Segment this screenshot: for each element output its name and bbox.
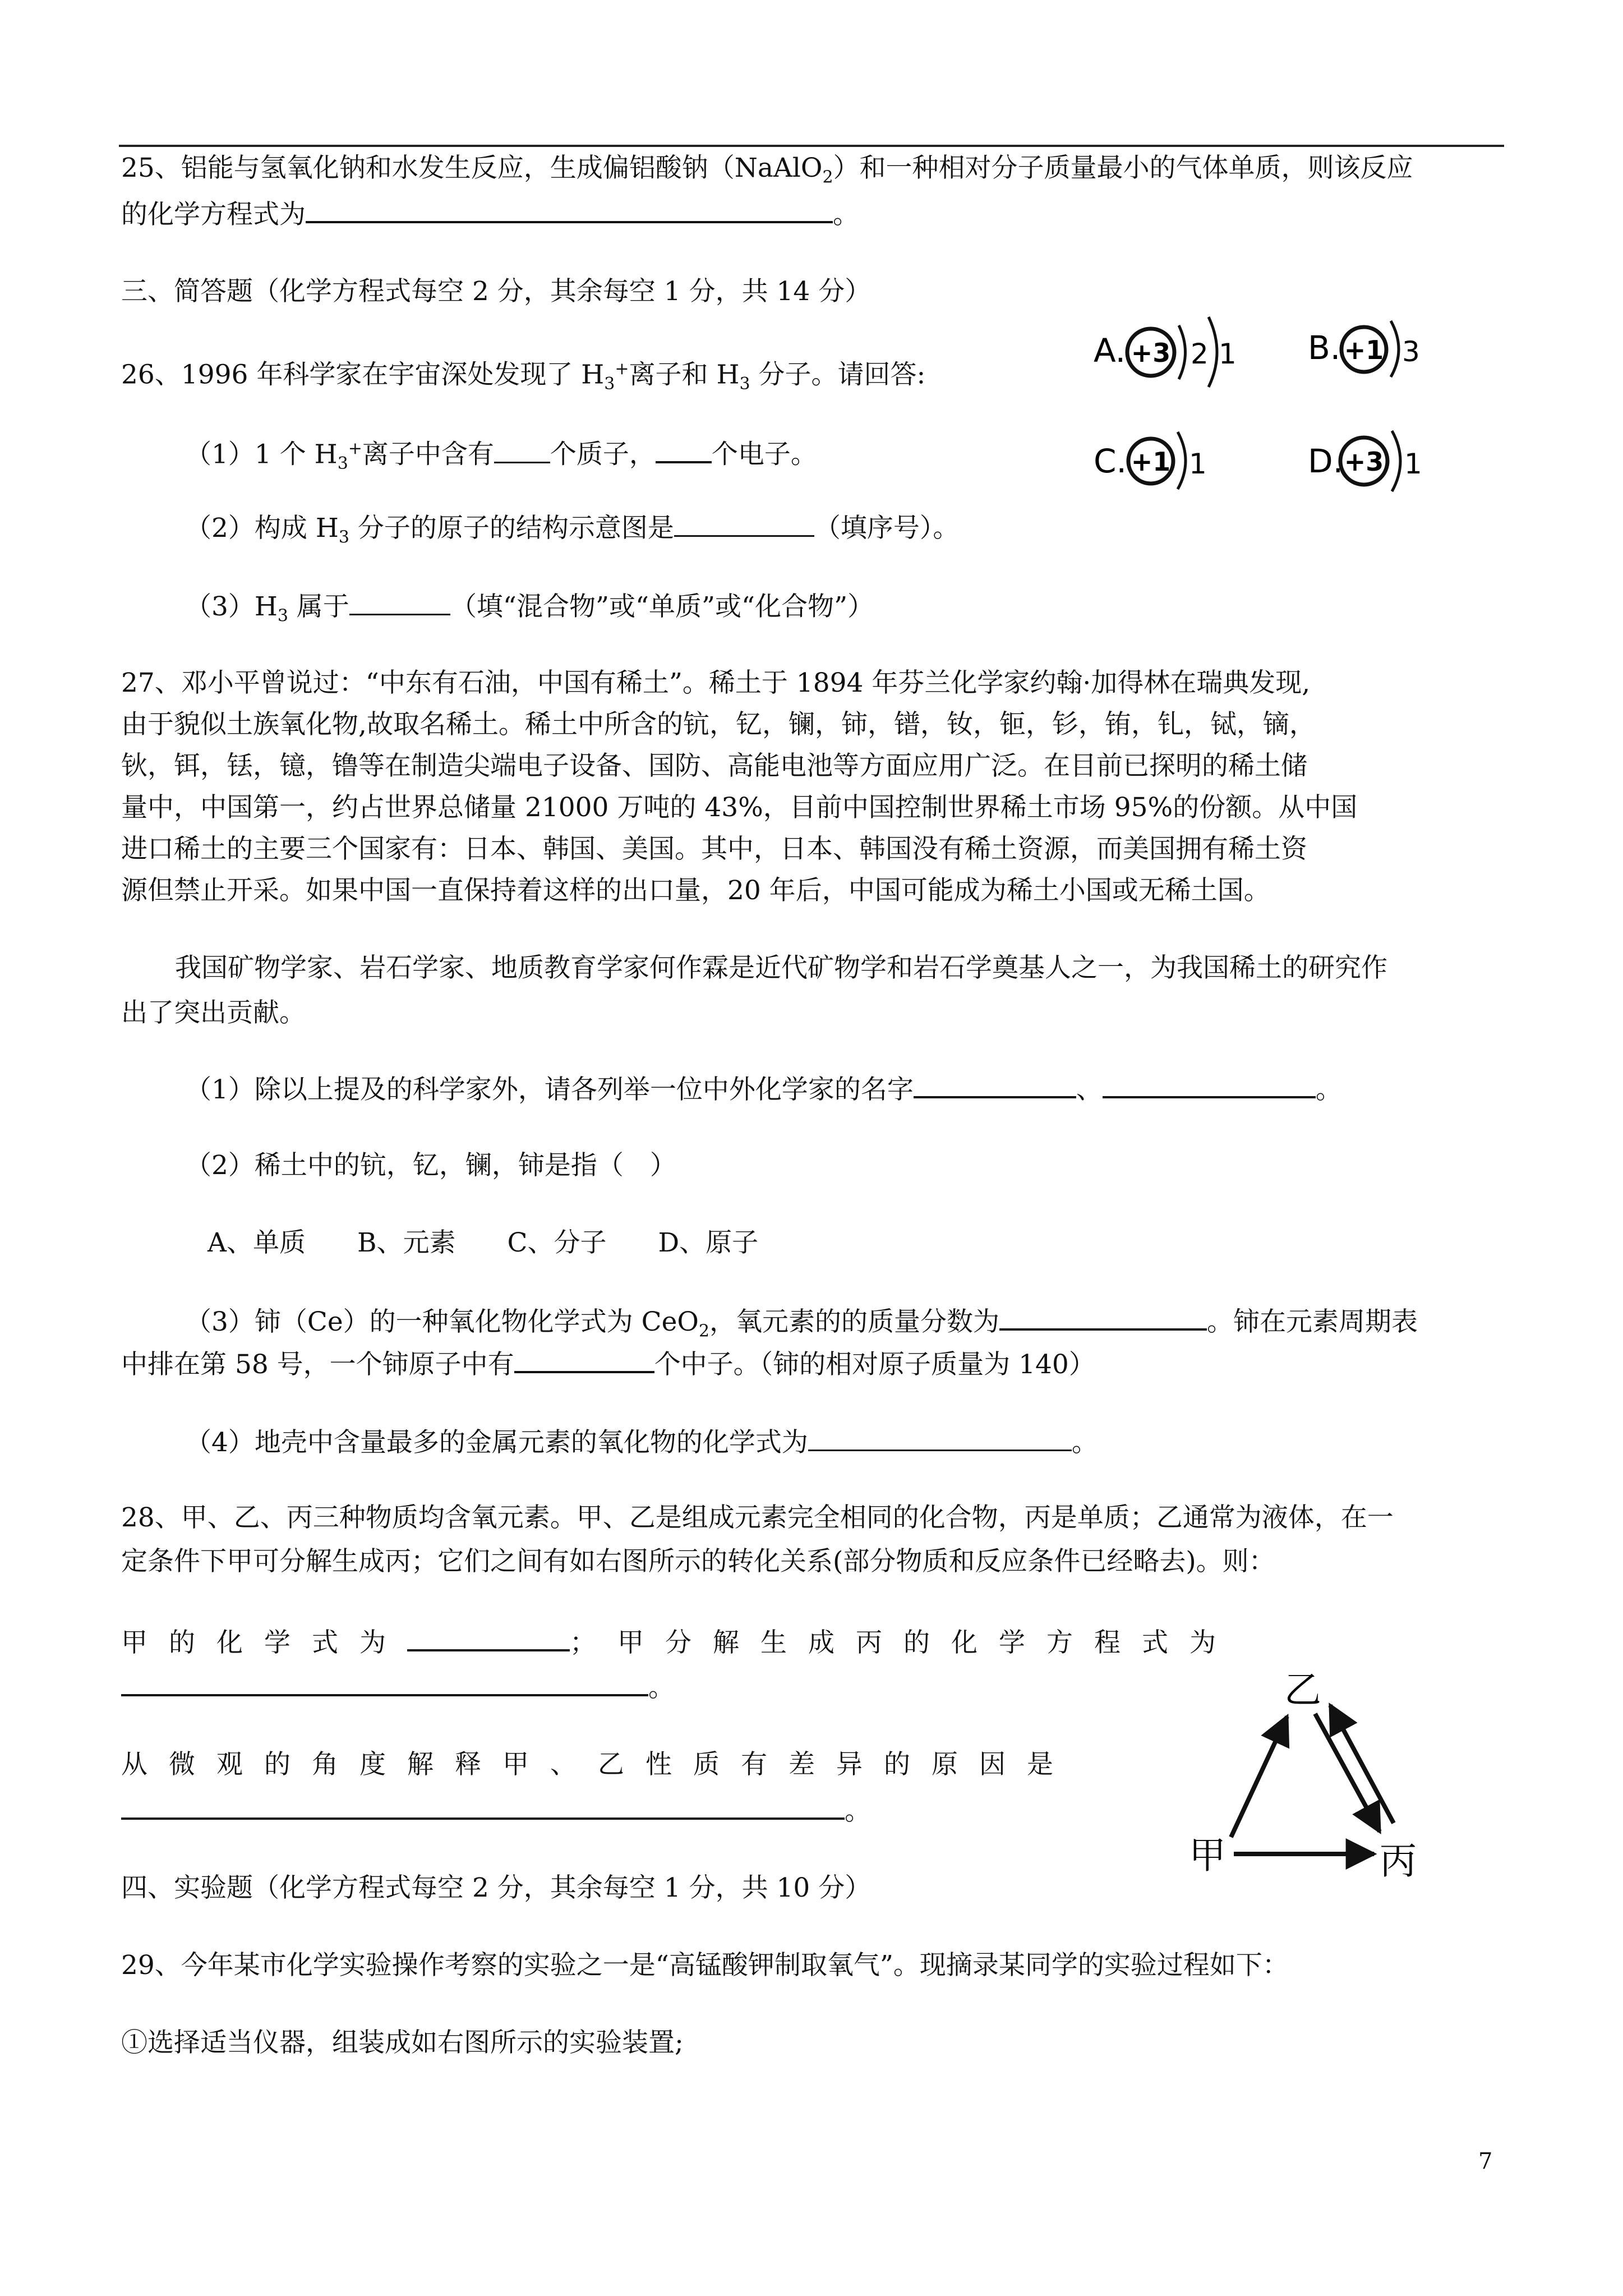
atom-a-nucleus: +3: [1131, 338, 1171, 368]
atom-c-shell-arc: [1178, 432, 1186, 489]
q29-line1: 29、今年某市化学实验操作考察的实验之一是“高锰酸钾制取氧气”。现摘录某同学的实验过程如下：: [121, 1950, 1289, 1981]
q27-line-3: 钬，铒，铥，镱，镥等在制造尖端电子设备、国防、高能电池等方面应用广泛。在目前已探明的稀土储: [121, 751, 1307, 781]
q27-option-d[interactable]: D、原子: [658, 1227, 759, 1258]
atom-a-shell-2: 1: [1219, 338, 1237, 370]
arrow-bing-to-yi: [1330, 1705, 1394, 1823]
q28-reason-blank[interactable]: [121, 1793, 845, 1820]
conversion-diagram: [1189, 1660, 1447, 1885]
q26-part2: （2）构成 $H_3$ 分子的原子的结构示意图是 （填序号）。: [185, 510, 959, 554]
node-jia: 甲: [1189, 1834, 1226, 1877]
q27-para2-line1: 我国矿物学家、岩石学家、地质教育学家何作霖是近代矿物学和岩石学奠基人之一，为我国稀土的研究作: [175, 953, 1387, 983]
q28-line3: 甲的化学式为 ；甲分解生成丙的化学方程式为: [121, 1625, 1237, 1660]
section4-heading: 四、实验题（化学方程式每空 2 分，其余每空 1 分，共 10 分）: [121, 1872, 872, 1903]
q27-option-a[interactable]: A、单质: [208, 1227, 306, 1258]
q26-stem: 26、1996 年科学家在宇宙深处发现了 $H_3^+$离子和 $H_3$ 分子。请回答:: [121, 359, 926, 394]
atom-a-shell-1: 2: [1191, 338, 1209, 370]
q27-line-4: 量中，中国第一，约占世界总储量 21000 万吨的 43%，目前中国控制世界稀土市场 95%的份额。从中国: [121, 792, 1358, 823]
atom-d-nucleus: +3: [1344, 447, 1384, 477]
q25-line1: 25、铝能与氢氧化钠和水发生反应，生成偏铝酸钠（NaAlO$_2$）和一种相对分子质量最小的气体单质，则该反应: [121, 153, 1413, 187]
q27-options: [208, 1226, 758, 1260]
q27-line-1: 27、邓小平曾说过：“中东有石油，中国有稀土”。稀土于 1894 年芬兰化学家约翰·加得林在瑞典发现,: [121, 668, 1311, 698]
q27-part1: （1）除以上提及的科学家外，请各列举一位中外化学家的名字 、 。: [185, 1071, 1342, 1107]
node-yi: 乙: [1284, 1668, 1321, 1711]
q26-part1: （1）1 个 $H_3^+$离子中含有 个质子， 个电子。: [185, 432, 817, 481]
atom-a-shell-arc-2: [1209, 317, 1217, 387]
q28-equation-blank[interactable]: [121, 1669, 648, 1696]
q27-oxide-formula-blank[interactable]: [808, 1425, 1072, 1451]
arrow-jia-to-yi: [1231, 1717, 1287, 1837]
atom-a-shell-arc-1: [1179, 325, 1186, 379]
q27-part2: （2）稀土中的钪，钇，镧，铈是指（ ）: [185, 1150, 676, 1181]
q27-para2-line2: 出了突出贡献。: [121, 997, 306, 1028]
q28-line6: 。: [121, 1793, 871, 1828]
q27-chinese-chemist-blank[interactable]: [914, 1071, 1076, 1098]
q25-answer-blank[interactable]: [306, 196, 833, 223]
q26-electrons-blank[interactable]: [656, 436, 712, 463]
atom-d-shell-arc: [1392, 431, 1400, 491]
q27-part3-line1: （3）铈（Ce）的一种氧化物化学式为 CeO$_2$，氧元素的的质量分数为 。铈在元素周期表: [185, 1304, 1418, 1348]
q25-line2: 的化学方程式为 。: [121, 196, 859, 232]
atom-b-nucleus: +1: [1344, 335, 1384, 365]
q27-foreign-chemist-blank[interactable]: [1103, 1071, 1316, 1098]
atom-b-label: B.: [1308, 329, 1341, 367]
q28-line2: 定条件下甲可分解生成丙；它们之间有如右图所示的转化关系(部分物质和反应条件已经略去)。则：: [121, 1546, 1275, 1577]
q27-line-6: 源但禁止开采。如果中国一直保持着这样的出口量，20 年后，中国可能成为稀土小国或无稀土国。: [121, 875, 1270, 906]
q26-diagram-blank[interactable]: [674, 510, 814, 537]
atom-diagram-b: [1308, 321, 1420, 377]
atom-b-shell-1: 3: [1402, 335, 1420, 368]
q27-part3-line2: 中排在第 58 号，一个铈原子中有 个中子。（铈的相对原子质量为 140）: [121, 1346, 1095, 1382]
q27-neutrons-blank[interactable]: [514, 1346, 654, 1373]
q26-type-blank[interactable]: [349, 589, 450, 615]
arrow-yi-to-bing: [1315, 1714, 1380, 1832]
atom-structure-diagrams: [1088, 292, 1481, 550]
q27-oxygen-fraction-blank[interactable]: [999, 1304, 1207, 1331]
q26-part3: $(3)H_3$ 属于 （填“混合物”或“单质”或“化合物”）: [185, 589, 874, 633]
q27-line-5: 进口稀土的主要三个国家有：日本、韩国、美国。其中，日本、韩国没有稀土资源，而美国拥有稀土资: [121, 834, 1307, 864]
q27-option-b[interactable]: B、元素: [357, 1227, 456, 1258]
atom-diagram-d: [1308, 431, 1422, 491]
atom-c-shell-1: 1: [1189, 448, 1207, 480]
section3-heading: 三、简答题（化学方程式每空 2 分，其余每空 1 分，共 14 分）: [121, 276, 872, 307]
atom-diagram-a: [1094, 317, 1237, 387]
q28-line4: 。: [121, 1669, 675, 1705]
atom-d-shell-1: 1: [1404, 448, 1422, 480]
q27-part4: （4）地壳中含量最多的金属元素的氧化物的化学式为 。: [185, 1425, 1098, 1460]
atom-b-shell-arc: [1391, 321, 1399, 377]
q26-protons-blank[interactable]: [494, 437, 550, 463]
top-rule: [119, 145, 1504, 147]
q27-option-c[interactable]: C、分子: [507, 1227, 607, 1258]
atom-d-label: D.: [1308, 442, 1344, 480]
page-number: 7: [1478, 2148, 1493, 2174]
atom-diagram-c: [1094, 432, 1207, 489]
q28-line1: 28、甲、乙、丙三种物质均含氧元素。甲、乙是组成元素完全相同的化合物，丙是单质；乙通常为液体，在一: [121, 1502, 1394, 1533]
q28-line5: 从微观的角度解释甲、乙性质有差异的原因是: [121, 1749, 1075, 1780]
q28-formula-blank[interactable]: [407, 1625, 570, 1651]
atom-c-label: C.: [1094, 442, 1127, 480]
q27-line-2: 由于貌似土族氧化物,故取名稀土。稀土中所含的钪，钇，镧，铈，镨，钕，钷，钐，铕，钆，铽，镝，: [121, 709, 1316, 740]
atom-c-nucleus: +1: [1131, 447, 1171, 477]
q29-line2: ①选择适当仪器，组装成如右图所示的实验装置;: [121, 2027, 684, 2058]
atom-a-label: A.: [1094, 332, 1126, 370]
node-bing: 丙: [1380, 1839, 1417, 1883]
